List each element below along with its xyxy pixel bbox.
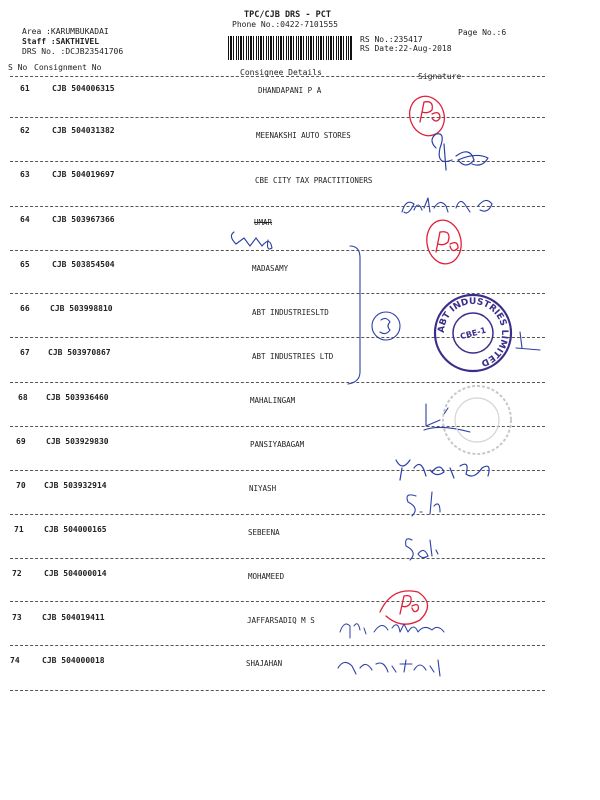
row-consignment: CJB 503936460 <box>46 393 109 402</box>
row-consignment: CJB 504006315 <box>52 84 115 93</box>
column-header-signature: Signature <box>418 72 462 81</box>
row-sno: 65 <box>20 260 30 269</box>
row-sno: 69 <box>16 437 26 446</box>
row-consignment: CJB 503998810 <box>50 304 113 313</box>
column-header-consignment: Consignment No <box>34 63 102 72</box>
row-consignee: NIYASH <box>249 484 277 493</box>
row-consignment: CJB 504019411 <box>42 613 105 622</box>
row-consignee: ABT INDUSTRIES LTD <box>252 352 334 361</box>
row-sno: 71 <box>14 525 24 534</box>
rs-number: RS No.:235417 <box>360 35 423 44</box>
staff-label: Staff :SAKTHIVEL <box>22 37 100 46</box>
phone-number: Phone No.:0422-7101555 <box>232 20 338 29</box>
po-mark-row73 <box>380 591 428 624</box>
row-consignee: UMAR <box>254 218 273 227</box>
row-consignee: DHANDAPANI P A <box>258 86 322 95</box>
po-mark-row61 <box>404 91 450 140</box>
row-consignment: CJB 504000014 <box>44 569 107 578</box>
page-number: Page No.:6 <box>458 28 507 37</box>
signature-row74 <box>338 660 440 676</box>
row-consignment: CJB 504019697 <box>52 170 115 179</box>
row-sno: 67 <box>20 348 30 357</box>
row-consignee: CBE CITY TAX PRACTITIONERS <box>255 176 373 185</box>
row-consignee: MAHALINGAM <box>250 396 296 405</box>
row-sno: 63 <box>20 170 30 179</box>
drs-number: DRS No. :DCJB23541706 <box>22 47 124 56</box>
row-consignee: MOHAMEED <box>248 572 285 581</box>
row-sno: 62 <box>20 126 30 135</box>
rs-date: RS Date:22-Aug-2018 <box>360 44 452 53</box>
row-consignment: CJB 504000165 <box>44 525 107 534</box>
stamp-center-text: CBE-1 <box>459 325 488 342</box>
row-consignment: CJB 504000018 <box>42 656 105 665</box>
signature-row69 <box>396 460 489 480</box>
po-mark-row64 <box>423 217 464 266</box>
row-sno: 73 <box>12 613 22 622</box>
row-consignee: SHAJAHAN <box>246 659 283 668</box>
row-consignee: SEBEENA <box>248 528 280 537</box>
signature-row64 <box>231 232 272 249</box>
row-sno: 61 <box>20 84 30 93</box>
signature-row63 <box>402 198 492 213</box>
row-consignment: CJB 504031382 <box>52 126 115 135</box>
row-consignment: CJB 503854504 <box>52 260 115 269</box>
row-sno: 74 <box>10 656 20 665</box>
row-consignment: CJB 503967366 <box>52 215 115 224</box>
row-consignee: ABT INDUSTRIESLTD <box>252 308 329 317</box>
row-consignment: CJB 503970867 <box>48 348 111 357</box>
company-stamp <box>433 293 513 373</box>
row-sno: 68 <box>18 393 28 402</box>
signature-row71 <box>406 539 438 560</box>
document-title: TPC/CJB DRS - PCT <box>244 10 331 20</box>
row-sno: 66 <box>20 304 30 313</box>
signature-row73 <box>340 624 444 638</box>
row-sno: 64 <box>20 215 30 224</box>
row-consignment: CJB 503932914 <box>44 481 107 490</box>
row-consignee: MEENAKSHI AUTO STORES <box>256 131 351 140</box>
row-consignment: CJB 503929830 <box>46 437 109 446</box>
signature-row70 <box>407 492 440 516</box>
stamp-text: ABT INDUSTRIES LIMITED <box>436 296 510 368</box>
row-sno: 72 <box>12 569 22 578</box>
signature-row62 <box>432 134 488 170</box>
row-consignee: JAFFARSADIQ M S <box>247 616 315 625</box>
column-header-sno: S No <box>8 63 28 72</box>
area-label: Area :KARUMBUKADAI <box>22 27 109 36</box>
faded-seal <box>437 380 517 460</box>
column-header-consignee: Consignee Details <box>240 68 322 77</box>
row-consignee: MADASAMY <box>252 264 289 273</box>
row-sno: 70 <box>16 481 26 490</box>
row-consignee: PANSIYABAGAM <box>250 440 305 449</box>
